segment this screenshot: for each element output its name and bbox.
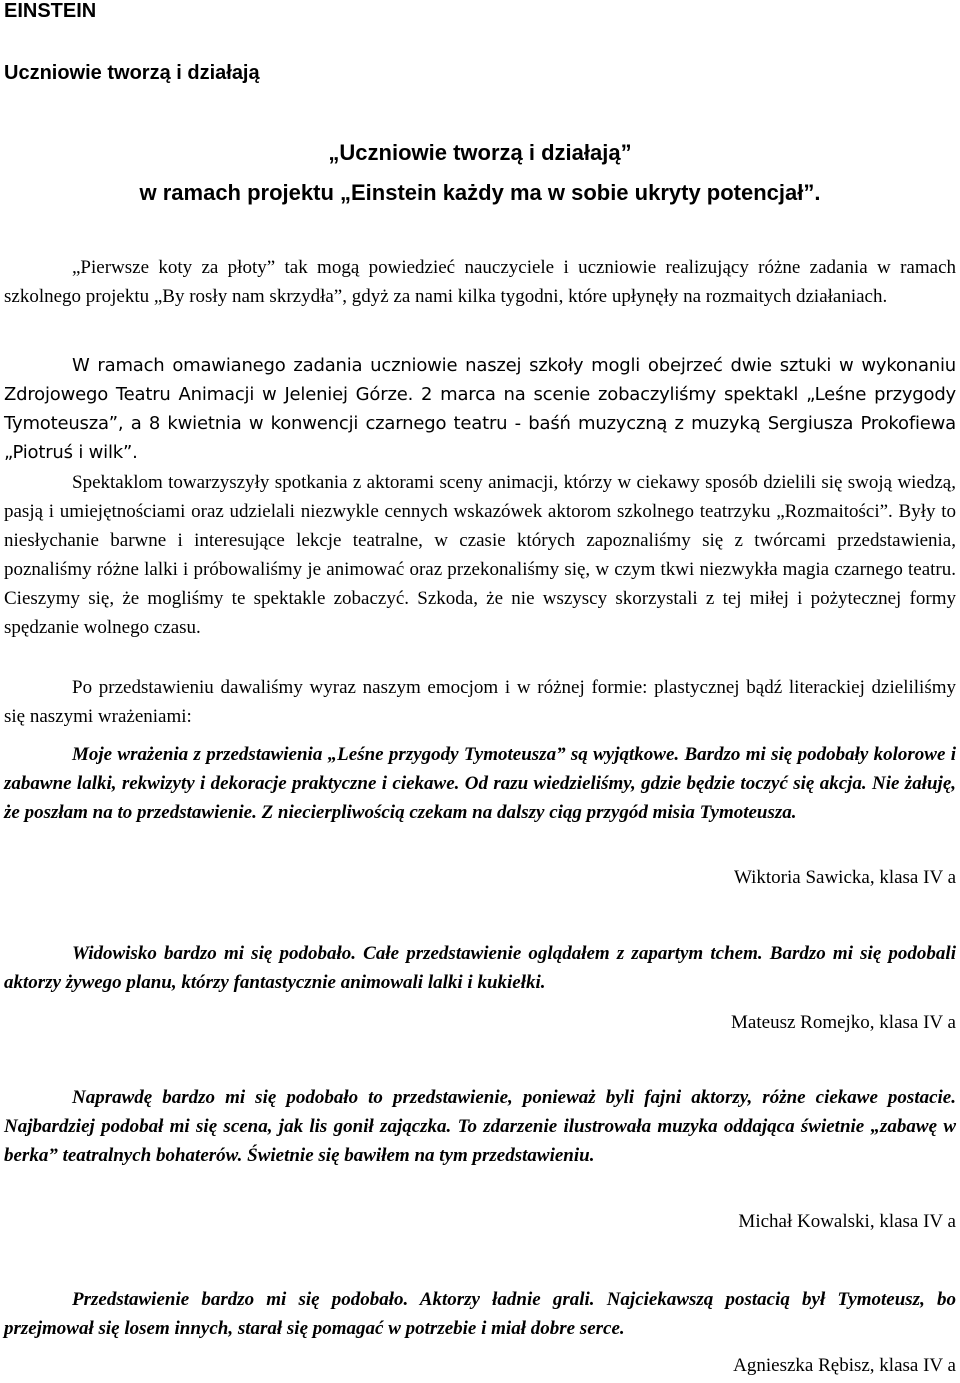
opinion-author: Agnieszka Rębisz, klasa IV a — [733, 1355, 956, 1376]
article-paragraph-1: „Pierwsze koty za płoty” tak mogą powiedzieć nauczyciele i uczniowie realizujący różne zadania w ramach szkolnego projektu „By rosły nam skrzydła”, gdyż za nami kilka tygodni, które upłynęły na rozmaitych działaniach. — [4, 257, 956, 307]
section-title: Uczniowie tworzą i działają — [4, 62, 260, 84]
opinion-text: Widowisko bardzo mi się podobało. Całe przedstawienie oglądałem z zapartym tchem. Bardzo mi się podobali aktorzy żywego planu, którzy fantastycznie animowali lalki i kukiełki. — [4, 943, 956, 993]
opinion-text: Przedstawienie bardzo mi się podobało. Aktorzy ładnie grali. Najciekawszą postacią był Tymoteusz, bo przejmował się losem innych, starał się pomagać w potrzebie i miał dobre serce. — [4, 1289, 956, 1339]
site-title: EINSTEIN — [4, 0, 97, 22]
opinion-text: Moje wrażenia z przedstawienia „Leśne przygody Tymoteusza” są wyjątkowe. Bardzo mi się podobały kolorowe i zabawne lalki, rekwizyty i dekoracje praktyczne i ciekawe. Od razu wiedzieliśmy, gdzie będzie toczyć się akcja. Nie żałuję, że poszłam na to przedstawienie. Z niecierpliwością czekam na dalszy ciąg przygód misia Tymoteusza. — [4, 744, 956, 823]
article-paragraph-2: W ramach omawianego zadania uczniowie naszej szkoły mogli obejrzeć dwie sztuki w wykonaniu Zdrojowego Teatru Animacji w Jeleniej Górze. 2 marca na scenie zobaczyliśmy spektakl „Leśne przygody Tymoteusza”, a 8 kwietnia w konwencji czarnego teatru - baśń muzyczną z muzyką Sergiusza Prokofiewa „Piotruś i wilk”. — [4, 355, 956, 463]
opinion-author: Michał Kowalski, klasa IV a — [738, 1211, 956, 1232]
headline-line-1: „Uczniowie tworzą i działają” — [328, 140, 632, 165]
headline-line-2: w ramach projektu „Einstein każdy ma w sobie ukryty potencjał”. — [139, 180, 821, 205]
article-paragraph-3: Spektaklom towarzyszyły spotkania z aktorami sceny animacji, którzy w ciekawy sposób dzielili się swoją wiedzą, pasją i umiejętnościami oraz udzielali niezwykle cennych wskazówek aktorom szkolnego teatrzyku „Rozmaitości”. Były to niesłychanie barwne i interesujące lekcje teatralne, w czasie których zapoznaliśmy się z twórcami przedstawienia, poznaliśmy różne lalki i próbowaliśmy je animować oraz przekonaliśmy się, w czym tkwi niezwykła magia czarnego teatru. Cieszymy się, że mogliśmy te spektakle zobaczyć. Szkoda, że nie wszyscy skorzystali z tej miłej i pożytecznej formy spędzanie wolnego czasu. — [4, 472, 956, 638]
opinion-author: Mateusz Romejko, klasa IV a — [731, 1012, 956, 1033]
opinion-text: Naprawdę bardzo mi się podobało to przedstawienie, ponieważ byli fajni aktorzy, różne ciekawe postacie. Najbardziej podobał mi się scena, jak lis gonił zajączka. To zdarzenie ilustrowała muzyka oddająca świetnie „zabawę w berka” teatralnych bohaterów. Świetnie się bawiłem na tym przedstawieniu. — [4, 1087, 956, 1166]
opinion-author: Wiktoria Sawicka, klasa IV a — [733, 867, 956, 888]
article-paragraph-4: Po przedstawieniu dawaliśmy wyraz naszym emocjom i w różnej formie: plastycznej bądź literackiej dzieliliśmy się naszymi wrażeniami: — [4, 677, 956, 727]
